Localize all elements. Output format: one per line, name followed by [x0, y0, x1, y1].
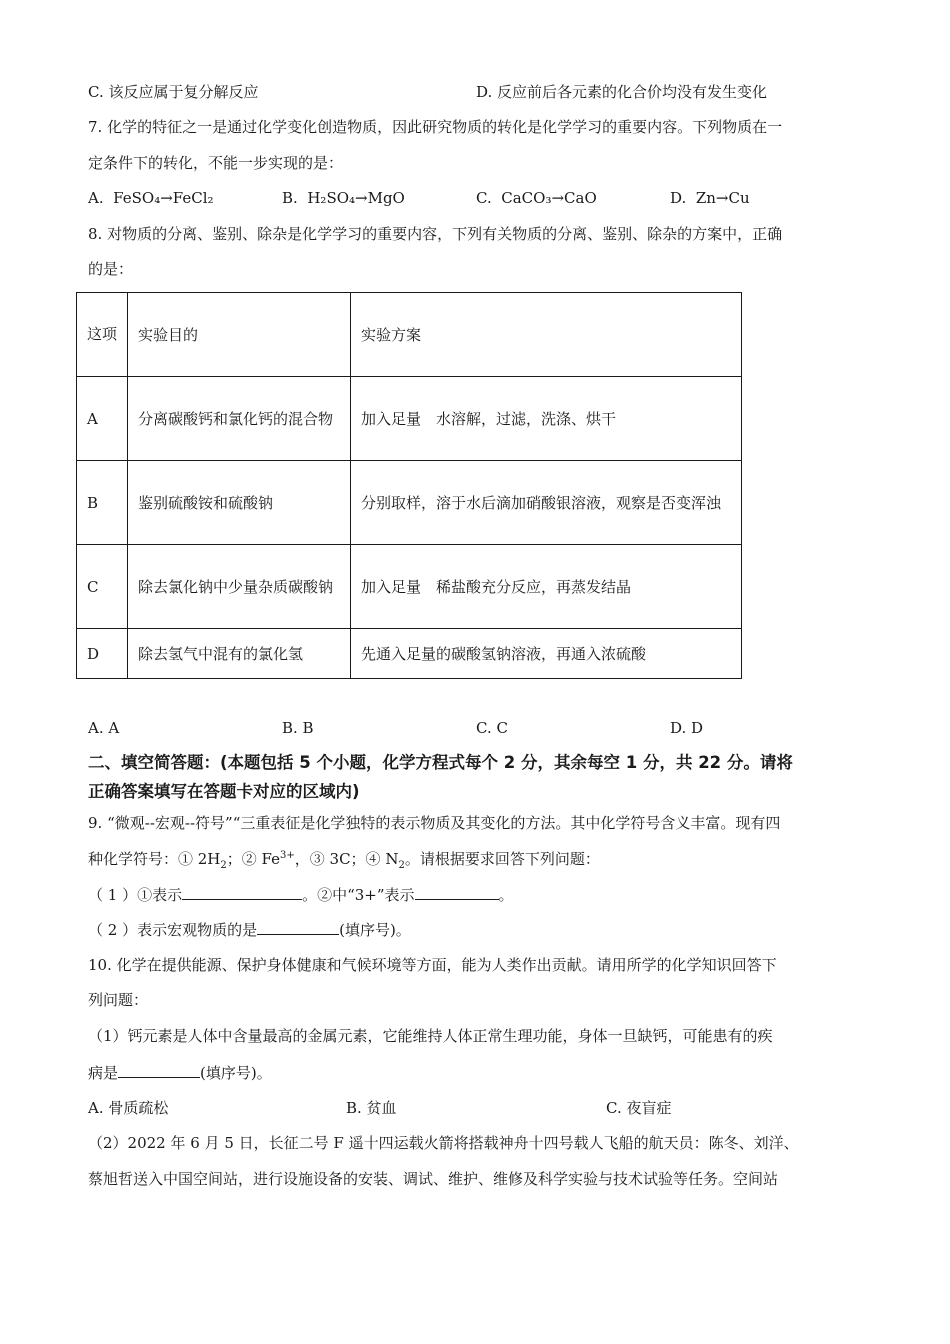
- q7-option-d-formula: Zn→Cu: [695, 189, 750, 207]
- q9-stem-line-2: [88, 849, 600, 869]
- table-row: [77, 629, 742, 679]
- q8-answer-a: A. A: [88, 719, 120, 737]
- q9-part-1-text-a: （ 1 ）①表示: [88, 886, 183, 904]
- q9-part-1-text-b: 。②中“3+”表示: [302, 886, 415, 904]
- q7-option-b-formula: H₂SO₄→MgO: [307, 189, 405, 207]
- row-option-cell: C: [77, 545, 128, 629]
- q8-answer-c: C. C: [476, 719, 508, 737]
- table-header-row: [77, 293, 742, 377]
- q9-part-2: [88, 919, 411, 940]
- section-2-title-line-2: 正确答案填写在答题卡对应的区域内): [88, 782, 360, 801]
- row-plan-cell: 先通入足量的碳酸氢钠溶液，再通入浓硫酸: [351, 629, 742, 679]
- q9-sub-n: 2: [398, 860, 405, 871]
- q6-option-d: D. 反应前后各元素的化合价均没有发生变化: [476, 83, 768, 101]
- q8-stem-line-1: 8. 对物质的分离、鉴别、除杂是化学学习的重要内容，下列有关物质的分离、鉴别、除杂的方案中，正确: [88, 225, 783, 243]
- q7-option-c-formula: CaCO₃→CaO: [501, 189, 597, 207]
- q10-part-2-line-1: （2）2022 年 6 月 5 日，长征二号 F 遥十四运载火箭将搭载神舟十四号载人飞船的航天员：陈冬、刘洋、: [88, 1134, 799, 1152]
- q7-stem-line-1: 7. 化学的特征之一是通过化学变化创造物质，因此研究物质的转化是化学学习的重要内容。下列物质在一: [88, 118, 783, 136]
- header-option-cell: 这项: [77, 293, 128, 377]
- row-plan-cell: 分别取样，溶于水后滴加硝酸银溶液，观察是否变浑浊: [351, 461, 742, 545]
- q9-stem-seg-2: ；② Fe: [226, 850, 281, 868]
- q7-option-c: [476, 188, 597, 208]
- q10-option-c: C. 夜盲症: [606, 1099, 672, 1117]
- q9-part-1-blank-1[interactable]: [182, 884, 302, 900]
- table-row: [77, 377, 742, 461]
- q8-answer-b: B. B: [282, 719, 314, 737]
- q9-sub-2: 2: [220, 860, 227, 871]
- q9-part-1-text-c: 。: [498, 886, 514, 904]
- row-option-cell: D: [77, 629, 128, 679]
- q8-stem-line-2: 的是：: [88, 260, 134, 278]
- q7-option-c-label: C.: [476, 189, 492, 207]
- row-plan-cell: 加入足量 稀盐酸充分反应，再蒸发结晶: [351, 545, 742, 629]
- q8-answer-d: D. D: [670, 719, 704, 737]
- q9-sup-3plus: 3+: [280, 850, 295, 861]
- q6-option-c: C. 该反应属于复分解反应: [88, 83, 259, 101]
- q10-option-b: B. 贫血: [346, 1099, 397, 1117]
- row-option-cell: B: [77, 461, 128, 545]
- q10-part-1-blank[interactable]: [118, 1062, 200, 1078]
- q7-option-a-formula: FeSO₄→FeCl₂: [113, 189, 214, 207]
- row-purpose-cell: 分离碳酸钙和氯化钙的混合物: [128, 377, 351, 461]
- q9-part-2-blank[interactable]: [257, 919, 339, 935]
- q10-part-1-text-a: 病是: [88, 1064, 119, 1082]
- header-plan-cell: 实验方案: [351, 293, 742, 377]
- q10-stem-line-2: 列问题：: [88, 991, 149, 1009]
- q10-part-2-line-2: 蔡旭哲送入中国空间站，进行设施设备的安装、调试、维护、维修及科学实验与技术试验等任务。空间站: [88, 1170, 779, 1188]
- table-row: [77, 461, 742, 545]
- row-purpose-cell: 除去氯化钠中少量杂质碳酸钠: [128, 545, 351, 629]
- table-row: [77, 545, 742, 629]
- q9-stem-seg-4: 。请根据要求回答下列问题：: [404, 850, 600, 868]
- row-plan-cell: 加入足量 水溶解，过滤，洗涤、烘干: [351, 377, 742, 461]
- q10-part-1-line-2: [88, 1062, 272, 1083]
- q10-stem-line-1: 10. 化学在提供能源、保护身体健康和气候环境等方面，能为人类作出贡献。请用所学的化学知识回答下: [88, 956, 777, 974]
- q9-part-1-blank-2[interactable]: [415, 884, 499, 900]
- q9-stem-line-1: 9. “微观--宏观--符号”“三重表征是化学独特的表示物质及其变化的方法。其中化学符号含义丰富。现有四: [88, 814, 781, 832]
- row-option-cell: A: [77, 377, 128, 461]
- q7-option-b-label: B.: [282, 189, 298, 207]
- q7-option-a-label: A.: [88, 189, 104, 207]
- row-purpose-cell: 除去氢气中混有的氯化氢: [128, 629, 351, 679]
- q9-stem-seg-1: 种化学符号：① 2H: [88, 850, 221, 868]
- q8-options-table: [76, 292, 742, 679]
- q7-option-b: [282, 188, 405, 208]
- q7-option-d-label: D.: [670, 189, 687, 207]
- q9-part-2-text-b: (填序号)。: [339, 921, 411, 939]
- q7-option-a: [88, 188, 214, 208]
- q10-part-1-line-1: （1）钙元素是人体中含量最高的金属元素，它能维持人体正常生理功能，身体一旦缺钙，可能患有的疾: [88, 1027, 773, 1045]
- q10-part-1-text-b: (填序号)。: [200, 1064, 272, 1082]
- header-purpose-cell: 实验目的: [128, 293, 351, 377]
- q7-stem-line-2: 定条件下的转化，不能一步实现的是：: [88, 154, 344, 172]
- row-purpose-cell: 鉴别硫酸铵和硫酸钠: [128, 461, 351, 545]
- q10-option-a: A. 骨质疏松: [88, 1099, 169, 1117]
- q9-part-2-text-a: （ 2 ）表示宏观物质的是: [88, 921, 258, 939]
- section-2-title-line-1: 二、填空简答题：(本题包括 5 个小题，化学方程式每个 2 分，其余每空 1 分，共 22 分。请将: [88, 753, 793, 772]
- q7-option-d: [670, 188, 750, 208]
- q9-stem-seg-3: ，③ 3C；④ N: [294, 850, 399, 868]
- q9-part-1: [88, 884, 514, 905]
